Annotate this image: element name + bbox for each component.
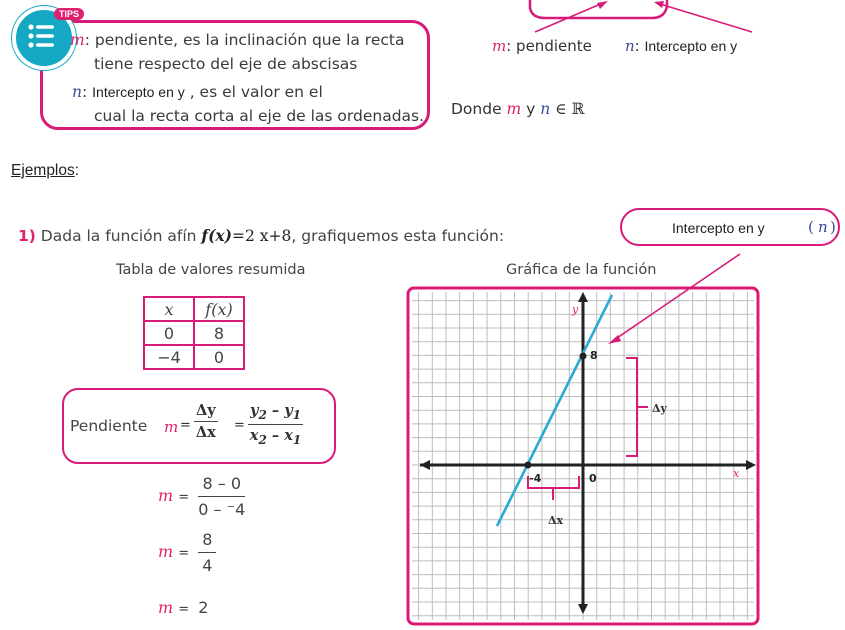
slope-label: Pendiente bbox=[70, 417, 148, 435]
cell-x: 0 bbox=[144, 321, 194, 345]
legend-m-symbol: m bbox=[492, 37, 507, 55]
delta-y-bracket bbox=[626, 358, 648, 456]
legend-n-symbol: n bbox=[625, 37, 635, 55]
ejemplos-text: Ejemplos bbox=[11, 162, 75, 179]
example-text-a: Dada la función afín bbox=[35, 227, 202, 245]
intercept-label-paren-open: ( bbox=[808, 218, 814, 236]
tips-m-line2: tiene respecto del eje de abscisas bbox=[94, 55, 358, 73]
step-2-num: 8 bbox=[198, 530, 216, 553]
step-1-num: 8 – 0 bbox=[198, 474, 245, 497]
label-delta-y: Δy bbox=[652, 402, 667, 415]
tips-m-text: : pendiente, es la inclinación que la recta bbox=[84, 31, 405, 49]
example-eq: =2 x+8 bbox=[232, 227, 292, 245]
cell-fx: 0 bbox=[194, 345, 244, 369]
example-fx: f(x) bbox=[201, 226, 232, 245]
graph-caption: Gráfica de la función bbox=[506, 262, 657, 278]
donde-y: y bbox=[521, 100, 541, 118]
ejemplos-colon: : bbox=[74, 162, 80, 179]
example-text-b: , grafiquemos esta función: bbox=[291, 227, 505, 245]
label-delta-x: Δx bbox=[548, 514, 564, 527]
y-axis-arrow-down bbox=[578, 604, 588, 614]
step-2-m: m bbox=[158, 542, 174, 561]
step-3-eq: = bbox=[178, 602, 190, 617]
tips-n-line2: cual la recta corta al eje de las ordenadas. bbox=[94, 107, 425, 125]
donde-m: m bbox=[506, 100, 522, 118]
point-x-intercept bbox=[525, 462, 532, 469]
tips-n-text: , es el valor en el bbox=[184, 83, 323, 101]
step-3-m: m bbox=[158, 598, 174, 617]
tips-label: TIPS bbox=[54, 8, 84, 20]
slope-x1-sub: 1 bbox=[292, 432, 302, 447]
legend-n-colon: : bbox=[634, 37, 645, 55]
example-number: 1) bbox=[18, 227, 36, 245]
step-2-eq: = bbox=[178, 546, 190, 561]
tips-m-symbol: m bbox=[70, 31, 85, 49]
header-fx: f(x) bbox=[194, 297, 244, 321]
cell-x: −4 bbox=[144, 345, 194, 369]
tips-n-intercept: Intercepto en y bbox=[92, 84, 185, 100]
legend-n-text: Intercepto en y bbox=[644, 38, 738, 54]
slope-dy: Δy bbox=[194, 402, 218, 422]
intercept-label-symbol: n bbox=[818, 218, 828, 236]
label-x: x bbox=[733, 467, 740, 480]
label-0: 0 bbox=[589, 472, 597, 485]
x-axis-arrow-left bbox=[420, 460, 430, 470]
slope-eq2: = bbox=[234, 418, 245, 433]
x-axis-arrow-right bbox=[746, 460, 756, 470]
slope-y2: y bbox=[250, 402, 259, 419]
slope-x1: x bbox=[284, 426, 293, 444]
intercept-label-text: Intercepto en y bbox=[672, 220, 765, 236]
step-2-den: 4 bbox=[202, 556, 213, 575]
donde-set: ∈ ℝ bbox=[550, 100, 585, 118]
cell-fx: 8 bbox=[194, 321, 244, 345]
slope-minus-top: – bbox=[271, 402, 280, 419]
intercept-arrow bbox=[614, 254, 740, 340]
label-y: y bbox=[572, 303, 579, 316]
slope-y1: y bbox=[284, 402, 293, 419]
slope-minus-bottom: – bbox=[271, 426, 280, 444]
donde-prefix: Donde bbox=[451, 100, 507, 118]
slope-x2-sub: 2 bbox=[258, 432, 267, 447]
y-axis-arrow-up bbox=[578, 292, 588, 302]
table-caption: Tabla de valores resumida bbox=[116, 262, 306, 278]
header-x: x bbox=[144, 297, 194, 321]
slope-eq1: = bbox=[180, 418, 191, 433]
tips-n-symbol: n bbox=[72, 83, 82, 101]
point-y-intercept bbox=[580, 353, 587, 360]
intercept-label-paren-close: ) bbox=[830, 218, 836, 236]
slope-y1-sub: 1 bbox=[292, 407, 302, 422]
step-3-value: 2 bbox=[198, 598, 209, 617]
label-8: 8 bbox=[590, 349, 598, 362]
slope-dx: Δx bbox=[195, 424, 216, 441]
legend-m-text: : pendiente bbox=[506, 37, 592, 55]
label-neg4: -4 bbox=[529, 472, 542, 485]
slope-x2: x bbox=[249, 426, 259, 444]
step-1-den: 0 – ⁻4 bbox=[198, 500, 246, 519]
slope-y2-sub: 2 bbox=[258, 407, 267, 422]
tips-n-colon: : bbox=[81, 83, 93, 101]
donde-n: n bbox=[540, 100, 551, 118]
step-1-m: m bbox=[158, 486, 174, 505]
slope-m: m bbox=[164, 418, 179, 436]
step-1-eq: = bbox=[178, 490, 190, 505]
